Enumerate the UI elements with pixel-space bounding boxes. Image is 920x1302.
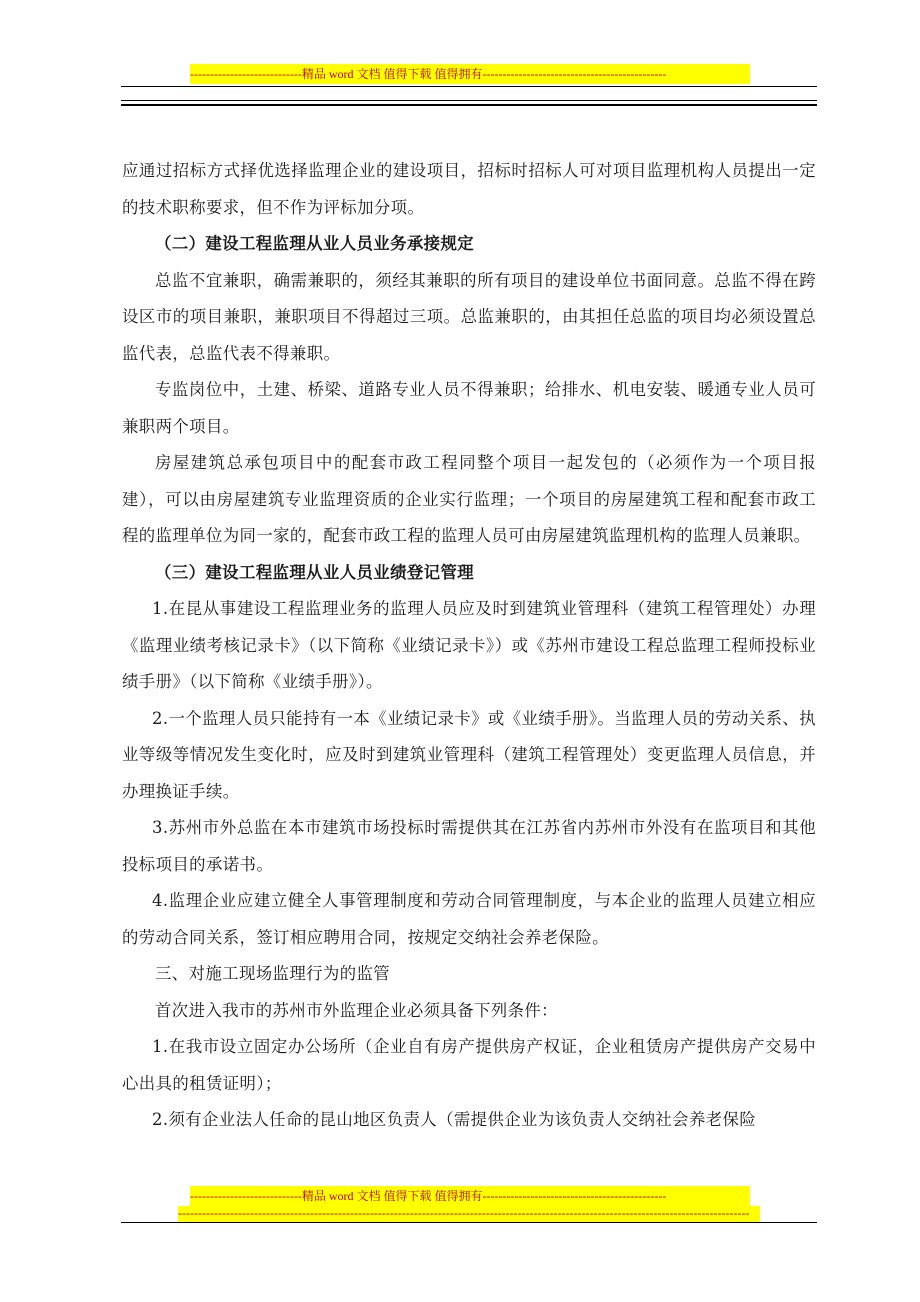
condition-item-1: 1.在我市设立固定办公场所（企业自有房产提供房产权证，企业租赁房产提供房产交易中心出具的租赁证明）；	[122, 1037, 816, 1093]
paragraph-housing: 房屋建筑总承包项目中的配套市政工程同整个项目一起发包的（必须作为一个项目报建），可以由房屋建筑专业监理资质的企业实行监理；一个项目的房屋建筑工程和配套市政工程的监理单位为同一家的，配套市政工程的监理人员可由房屋建筑监理机构的监理人员兼职。	[122, 453, 816, 545]
section-heading-3: （三）建设工程监理从业人员业绩登记管理	[155, 562, 475, 582]
list-item-1: 1.在昆从事建设工程监理业务的监理人员应及时到建筑业管理科（建筑工程管理处）办理《监理业绩考核记录卡》（以下简称《业绩记录卡》）或《苏州市建设工程总监理工程师投标业绩手册》（以下简称《业绩手册》）。	[122, 599, 816, 691]
document-body	[122, 153, 816, 1139]
section-heading-part-3: 三、对施工现场监理行为的监管	[155, 964, 391, 983]
section-heading-2: （二）建设工程监理从业人员业务承接规定	[155, 234, 475, 253]
paragraph-chief-supervisor: 总监不宜兼职，确需兼职的，须经其兼职的所有项目的建设单位书面同意。总监不得在跨设区市的项目兼职，兼职项目不得超过三项。总监兼职的，由其担任总监的项目均必须设置总监代表，总监代表不得兼职。	[122, 270, 816, 363]
list-item-3: 3.苏州市外总监在本市建筑市场投标时需提供其在江苏省内苏州市外没有在监项目和其他投标项目的承诺书。	[122, 818, 816, 874]
list-item-2: 2.一个监理人员只能持有一本《业绩记录卡》或《业绩手册》。当监理人员的劳动关系、执业等级等情况发生变化时，应及时到建筑业管理科（建筑工程管理处）变更监理人员信息，并办理换证手续。	[122, 708, 816, 801]
paragraph-continuation: 应通过招标方式择优选择监理企业的建设项目，招标时招标人可对项目监理机构人员提出一定的技术职称要求，但不作为评标加分项。	[122, 161, 816, 217]
footer-banner: ----------------------------精品 word 文档 值得下载 值得拥有----------------------------------------------	[190, 1186, 750, 1206]
header-rule-double-top	[121, 100, 817, 101]
footer-rule	[121, 1222, 817, 1223]
header-rule-double-bottom	[121, 104, 817, 106]
condition-item-2: 2.须有企业法人任命的昆山地区负责人（需提供企业为该负责人交纳社会养老保险	[152, 1110, 757, 1129]
paragraph-conditions-intro: 首次进入我市的苏州市外监理企业必须具备下列条件：	[155, 1000, 558, 1020]
paragraph-specialist: 专监岗位中，土建、桥梁、道路专业人员不得兼职；给排水、机电安装、暖通专业人员可兼职两个项目。	[122, 380, 816, 436]
list-item-4: 4.监理企业应建立健全人事管理制度和劳动合同管理制度，与本企业的监理人员建立相应的劳动合同关系，签订相应聘用合同，按规定交纳社会养老保险。	[122, 891, 816, 947]
header-rule-thin	[121, 86, 817, 87]
header-banner: ----------------------------精品 word 文档 值得下载 值得拥有----------------------------------------------	[190, 64, 750, 84]
footer-banner-dashes: -----------------------------------------------------------------------------------------------------------------------------------------------	[178, 1206, 760, 1222]
